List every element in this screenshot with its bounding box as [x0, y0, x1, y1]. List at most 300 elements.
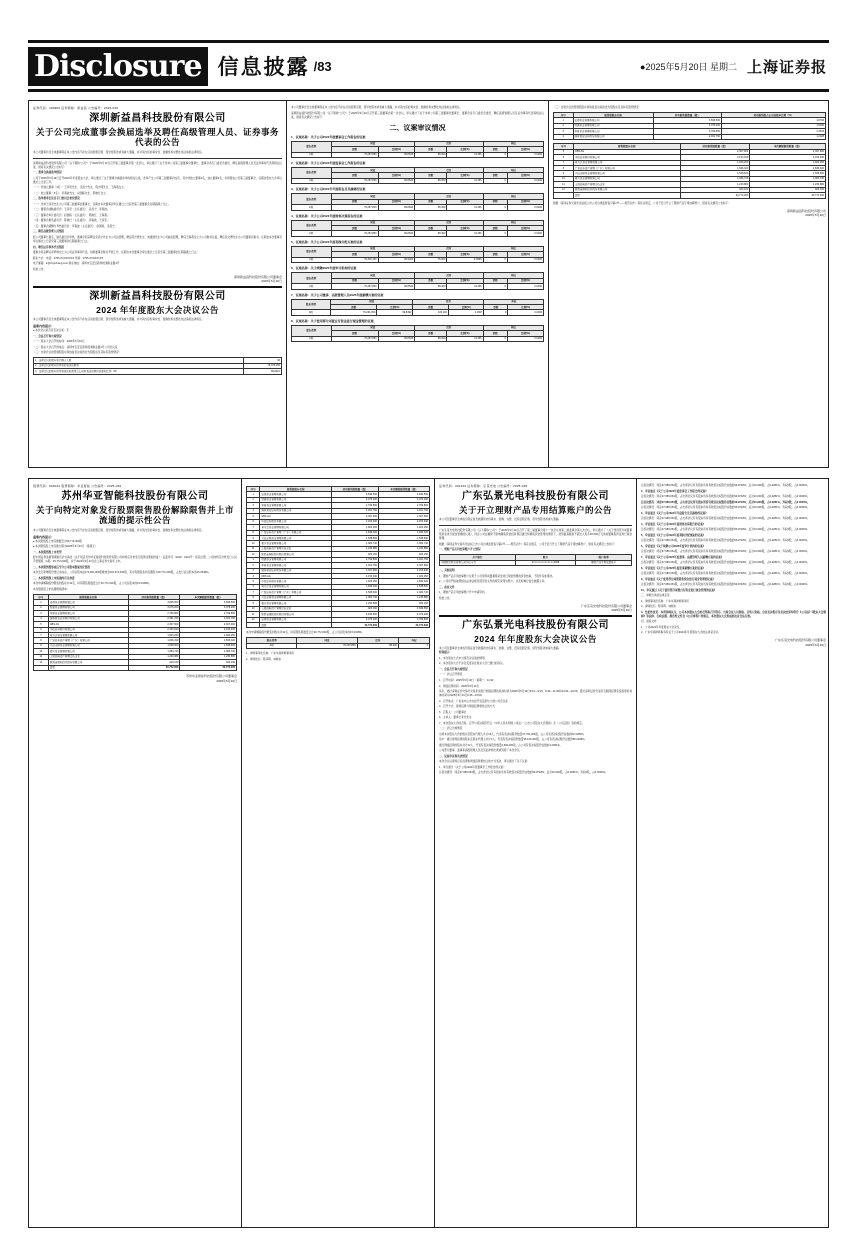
para: 经中国证券监督管理委员会出具的《关于同意苏州华亚智能科技股份有限公司向特定对象发行股票注册的批复》（证监许可〔2023〕1931号）同意注册，公司向特定对象发行人民币普通股（A股）30,772,000股，并于2024年5月23日在上海证券交易所上市。 — [33, 556, 237, 564]
col-header: 限售股股东名称 — [573, 144, 680, 149]
cell: 3,076,200 — [180, 605, 237, 610]
unlock-detail-table — [33, 594, 237, 671]
cell: 1,230,880 — [750, 182, 826, 187]
cell: 76,000 — [415, 257, 447, 262]
cell: 923,160 — [332, 552, 379, 557]
cell: 1,384,740 — [379, 590, 430, 595]
para: 2、审议通过《关于公司2024年度监事会工作报告的议案》 — [641, 489, 708, 493]
cell: 3,076,200 — [332, 497, 379, 502]
col-subheader: 票数 — [483, 173, 507, 178]
cell: 1,538,600 — [379, 535, 430, 540]
col-header: 弃权 — [483, 194, 543, 199]
cell: 923,160 — [128, 660, 180, 665]
col-header: 序号 — [247, 487, 260, 492]
cell: 1,846,320 — [180, 638, 237, 643]
col-subheader: 票数 — [483, 331, 507, 336]
para: 7、审议通过《关于公司2025年度董事、高级管理人员薪酬方案的议案》 — [641, 555, 724, 559]
signature-date: 2025年5月20日 — [261, 279, 282, 284]
vote-caption: 4、议案名称：关于公司2024年度财务决算报告的议案 — [291, 213, 363, 218]
cell: 1,923,250 — [332, 579, 379, 584]
cell: 0.1156 — [447, 205, 483, 210]
col-subheader: 票数 — [415, 278, 447, 283]
cell: 3,846,500 — [379, 606, 430, 611]
cell: 1,846,320 — [379, 579, 430, 584]
cell: 诺德基金管理有限公司 — [48, 600, 128, 605]
cell: A股 — [292, 310, 331, 315]
col-subheader: 票数 — [331, 147, 378, 152]
col-subheader: 比例(%) — [447, 199, 483, 204]
para: 经公司董事长提名，提名委员会审核，董事会同意聘任宋昌宁先生为公司总经理，聘任陈志明先生、刘建国先生为公司副总经理，聘任王海燕女士为公司财务总监，聘任张文博先生为公司董事会秘书，任期自本次董事会审议通过之日起至第三届董事会任期届满之日止。 — [33, 235, 282, 243]
cell: 合计 — [573, 193, 680, 198]
cell: 7 — [34, 632, 49, 637]
cell: 2 — [247, 563, 260, 568]
article-signature — [33, 275, 282, 285]
col-header: 反对 — [415, 141, 483, 146]
signature-company: 广东弘景光电科技股份有限公司董事会 — [580, 603, 632, 608]
para: 2、本次股东大会不涉及变更以往股东大会已通过的决议。 — [439, 662, 506, 666]
cell: 10 — [554, 176, 574, 181]
article5-title: 2024 年年度股东大会决议公告 — [474, 633, 597, 644]
col-header: 股东类型 — [292, 273, 332, 284]
para: （一）选举王泽宏先生为公司第三届董事会董事长，任期自本次董事会审议通过之日起至第三届董事会任期届满之日止。 — [33, 202, 171, 206]
cell: 2,307,900 — [332, 514, 379, 519]
article2-disclaimer: 本公司董事会及全体董事保证本公告内容不存在任何虚假记载、误导性陈述或者重大遗漏，并对其内容的真实性、准确性和完整性依法承担法律责任。 — [33, 318, 205, 322]
cell: 12 — [247, 552, 260, 557]
col-subheader: 比例(%) — [378, 226, 415, 231]
col-subheader: 票数 — [483, 252, 507, 257]
vote-table — [291, 246, 544, 263]
cell: 1.2028 — [721, 134, 825, 139]
cell: 2,153,940 — [750, 155, 826, 160]
cell: 1,923,250 — [379, 525, 430, 530]
cell: 0.1156 — [447, 152, 483, 157]
cell: 10 — [247, 606, 260, 611]
cell: 兴证全球基金管理有限公司 — [260, 535, 332, 540]
article-xinyichang-appointment — [29, 101, 286, 467]
cell: 华夏基金管理有限公司 — [260, 563, 332, 568]
para: ● 本次会议是否有否决议案：无 — [33, 329, 70, 333]
cell: 兴证全球基金管理有限公司 — [260, 595, 332, 600]
para: 8、审议通过《关于公司2025年度监事薪酬方案的议案》 — [641, 566, 706, 570]
cell: 99.8843 — [378, 152, 415, 157]
article-signature — [33, 674, 237, 684]
vote-caption: 1、议案名称：关于公司2024年度董事会工作报告的议案 — [291, 134, 366, 139]
col-subheader: 票数 — [331, 199, 378, 204]
para: 总表决情况：同意37,689,664股，占出席会议所有股东所持有效表决权股份总数的99.9718%；反对10,600股，占0.0281%；弃权0股，占0.0000%。 — [641, 572, 810, 576]
cell: UBS AG — [48, 622, 128, 627]
article-hongjing-account — [435, 479, 636, 1227]
cell: 0.0000 — [507, 336, 543, 341]
column2-section-title: 二、议案审议情况 — [389, 124, 446, 132]
cell: UBS AG — [260, 514, 332, 519]
cell: 兴证全球基金管理有限公司 — [573, 171, 680, 176]
cell: 财通基金管理有限公司 — [573, 123, 653, 128]
para: （一）股东大会召开的时间：2025年5月19日 — [33, 340, 85, 344]
para: 总表决情况：同意37,689,664股，占出席会议所有股东所持有效表决权股份总数的99.9718%；反对10,600股，占0.0281%；弃权0股，占0.0000%。 — [641, 528, 810, 532]
column3-notes — [553, 202, 826, 206]
cell — [554, 193, 574, 198]
col-header: 持有限售股占公司总股本比例（%） — [721, 113, 825, 118]
cell: 上海高毅资产管理合伙企业 — [260, 606, 332, 611]
cell: 3 — [34, 611, 49, 616]
para: 本次发行新增股份登记完成后，公司总股本由173,900,000股增加至204,672,000股，其中有限售条件流通股为30,772,000股，占发行后总股本的15.0348%。 — [33, 571, 212, 575]
cell: 1,230,880 — [379, 546, 430, 551]
para: （一）非独立董事（4名）：王泽宏先生、宋昌宁先生、陈志明先生、王海燕女士。 — [33, 186, 127, 190]
table-row — [292, 152, 544, 157]
cell: 923,160 — [680, 187, 750, 192]
cell: 5 — [247, 579, 260, 584]
col-header: 同意 — [331, 141, 415, 146]
para: 总表决情况：同意37,689,664股，占出席会议所有股东所持有效表决权股份总数的99.9718%；反对10,600股，占0.0281%；弃权0股，占0.0000%。 — [641, 506, 810, 510]
para: 三、律师出具的法律意见 — [641, 594, 670, 598]
col-subheader: 比例(%) — [447, 331, 483, 336]
cell: 2,769,800 — [332, 557, 379, 562]
article-tail — [439, 569, 632, 601]
cell: 0.1507 — [448, 310, 484, 315]
para: 4、召开方式：现场投票与网络投票相结合的方式 — [439, 705, 495, 709]
cell: 3,076,200 — [379, 612, 430, 617]
cell: 1.8793 — [721, 118, 825, 123]
vote-table — [291, 325, 544, 342]
cell — [34, 665, 49, 670]
cell: 1,538,600 — [379, 584, 430, 589]
para: 一、理财产品专用结算账户开立情况 — [439, 548, 481, 552]
cell: 7 — [554, 160, 574, 165]
cell: 1,846,320 — [128, 638, 180, 643]
para: 总表决情况：同意37,689,664股，占出席会议所有股东所持有效表决权股份总数的99.9718%；反对10,600股，占0.0281%；弃权0股，占0.0000%。 — [439, 771, 608, 775]
cell: 0 — [483, 178, 507, 183]
cell: 2,153,940 — [680, 155, 750, 160]
para: 1、公司2024年年度股东大会决议； — [641, 625, 682, 629]
para: 2、律师姓名：陈泽辉、林晓东 — [641, 605, 677, 609]
cell-label: 2、出席会议的股东所持有的表决权数量 — [34, 363, 244, 368]
col-subheader: 比例(%) — [447, 252, 483, 257]
para: 1、理财产品专用结算账户仅用于公司使用闲置募集资金进行现金管理的资金结算，不用作其他用途。 — [439, 574, 555, 578]
cell: 0 — [483, 336, 507, 341]
cell: 易方达基金管理有限公司 — [260, 525, 332, 530]
cell: 0.1156 — [447, 284, 483, 289]
cell: 6 — [554, 155, 574, 160]
col-subheader: 比例(%) — [507, 331, 543, 336]
cell: 3 — [554, 129, 574, 134]
col-header: 反对 — [357, 638, 398, 643]
signature-company: 苏州华亚智能科技股份有限公司董事会 — [185, 674, 237, 679]
cell: 2,307,900 — [379, 563, 430, 568]
col-subheader: 票数 — [483, 226, 507, 231]
cell: 99.8843 — [378, 205, 415, 210]
para: 3、结论性意见：本所律师认为，公司本次股东大会的召集和召开程序、出席会议人员资格、召集人资格、会议表决程序及表决结果均符合《公司法》《股东大会规则》等法律、行政法规、规范性文件及《公司章程》的规定，本次股东大会形成的决议合法有效。 — [641, 610, 826, 618]
col-header: 股东类型 — [292, 299, 331, 310]
col-header: 本次解除限售数量（股） — [180, 594, 237, 599]
cell: 1,846,320 — [680, 165, 750, 170]
cell: A股 — [292, 178, 332, 183]
para: 电子邮箱：ir@xinyichang.com 联系地址：深圳市宝安区新桥街道新业路1号 — [33, 262, 120, 266]
bullet-icon: ● — [640, 61, 646, 72]
col-header: 反对 — [415, 194, 483, 199]
col-header: 本次解除限售数量（股） — [379, 487, 430, 492]
cell: 2,307,900 — [332, 568, 379, 573]
col-header: 股东类型 — [292, 220, 332, 231]
detail-table-b — [553, 143, 826, 198]
col-subheader: 票数 — [415, 173, 447, 178]
table-row — [247, 643, 430, 648]
vote-column-notes — [246, 631, 430, 635]
cell: 合计 — [48, 665, 128, 670]
col-header: 弃权 — [483, 141, 543, 146]
cell: 嘉实基金管理有限公司 — [573, 176, 680, 181]
article2-important-label: 重要内容提示： — [33, 324, 55, 329]
cell: A股 — [292, 336, 332, 341]
cell: 923,160 — [379, 601, 430, 606]
col-header: 账户类型 — [576, 555, 632, 560]
col-subheader: 比例(%) — [507, 199, 543, 204]
col-header: 股东类型 — [292, 194, 332, 205]
col-header: 弃权 — [398, 638, 429, 643]
content-sheet — [28, 100, 829, 1228]
cell: 3,846,500 — [653, 118, 721, 123]
vote-caption: 3、议案名称：关于公司2024年年度报告及其摘要的议案 — [291, 187, 366, 192]
cell: 12 — [247, 617, 260, 622]
table-row — [554, 134, 826, 139]
cell: 11 — [554, 182, 574, 187]
para: （四）董事会提名委员会：陈晓红（主任委员）、李春波、王泽宏。 — [33, 219, 110, 223]
col-subheader: 票数 — [415, 226, 447, 231]
cell: 923,160 — [180, 660, 237, 665]
col-subheader: 比例(%) — [447, 173, 483, 178]
col-header: 同意 — [331, 194, 415, 199]
cell: 9 — [247, 535, 260, 540]
para: 一、董事会换届选举情况 — [33, 171, 62, 175]
detail-table-a — [553, 112, 826, 140]
cell: 嘉实基金管理有限公司 — [260, 541, 332, 546]
article2-company-name: 深圳新益昌科技股份有限公司 — [89, 291, 226, 303]
col-subheader: 比例(%) — [508, 304, 544, 309]
cell: 9 — [554, 171, 574, 176]
cell: 2,769,800 — [180, 611, 237, 616]
para: 总表决情况：同意37,689,664股，占出席会议所有股东所持有效表决权股份总数的99.9718%；反对10,600股，占0.0281%；弃权0股，占0.0000%。 — [641, 500, 810, 504]
column3-signature — [553, 209, 826, 219]
para: 本次限售股上市流通明细清单： — [33, 587, 70, 591]
col-header: 开户银行 — [440, 555, 516, 560]
col-subheader: 比例(%) — [378, 199, 415, 204]
cell: 11 — [34, 654, 49, 659]
cell: 陕西省国际信托股份有限公司 — [573, 187, 680, 192]
cell: 1,384,740 — [750, 176, 826, 181]
article-hongjing-agm-continued — [637, 479, 830, 1227]
cell: 3,846,500 — [332, 492, 379, 497]
col-subheader: 比例(%) — [507, 278, 543, 283]
col-subheader: 比例(%) — [378, 331, 415, 336]
cell: 1,538,600 — [332, 535, 379, 540]
para: （一）会议召开情况 — [439, 673, 463, 677]
para: 6、审议通过《关于续聘公司2025年度审计机构的议案》 — [641, 544, 706, 548]
cell: 0.0995 — [447, 257, 483, 262]
article-meta: 证券代码：400900 证券简称：新益昌 公告编号：2025-036 — [33, 106, 119, 110]
cell: 115,100 — [413, 310, 448, 315]
cell: 1,923,250 — [680, 160, 750, 165]
cell: 12 — [554, 187, 574, 192]
vote-table — [291, 299, 544, 316]
cell: 923,160 — [379, 552, 430, 557]
article-company-name: 深圳新益昌科技股份有限公司 — [89, 113, 226, 124]
cell: 1.5030 — [721, 123, 825, 128]
col-header: 股东类型 — [292, 141, 332, 152]
cell: A股 — [292, 284, 332, 289]
cell: 1,538,600 — [128, 643, 180, 648]
cell: 1,230,880 — [680, 182, 750, 187]
col-header: 同意 — [331, 167, 415, 172]
col-header: 持有限售股数量（股） — [680, 144, 750, 149]
masthead-right — [640, 56, 829, 77]
cell: 12 — [34, 660, 49, 665]
cell: 2,153,940 — [332, 519, 379, 524]
cell: 华夏基金管理有限公司 — [48, 611, 128, 616]
cell: 2 — [247, 497, 260, 502]
cell: 国泰君安证券股份有限公司 — [260, 568, 332, 573]
cell: 2 — [34, 605, 49, 610]
cell: 0 — [483, 152, 507, 157]
cell: 1 — [554, 118, 574, 123]
cell: 6××××××××××××××3368 — [515, 560, 576, 565]
vote-table-column — [242, 479, 434, 1227]
article5-company-name: 广东弘景光电科技股份有限公司 — [462, 620, 609, 632]
table-row — [554, 193, 826, 198]
para: 2、律师姓名：陈泽辉、林晓东 — [246, 657, 282, 661]
cell: 0 — [484, 310, 508, 315]
tips-label: 重要内容提示： — [33, 534, 55, 539]
cell: 1,846,320 — [379, 530, 430, 535]
table-row — [292, 205, 544, 210]
cell: 2,461,760 — [653, 134, 721, 139]
cell: 30,772,000 — [332, 622, 379, 627]
vote-caption: 6、议案名称：关于续聘2025年度审计机构的议案 — [291, 266, 357, 271]
article5-signature — [641, 638, 826, 648]
cell: 3,846,500 — [332, 612, 379, 617]
col-header: 弃权 — [483, 167, 543, 172]
col-subheader: 比例(%) — [507, 226, 543, 231]
cell: 99.8843 — [378, 284, 415, 289]
cell: 2,307,900 — [128, 622, 180, 627]
cell: 0.1156 — [447, 336, 483, 341]
cell: 诺德基金管理有限公司 — [260, 617, 332, 622]
col-subheader: 比例(%) — [447, 226, 483, 231]
masthead-paper-name: 上海证券报 — [746, 57, 827, 76]
col-header: 弃权 — [483, 273, 543, 278]
cell: 上海高毅资产管理合伙企业 — [260, 546, 332, 551]
cell: 1,384,740 — [680, 176, 750, 181]
col-header: 账号 — [515, 555, 576, 560]
cell: 9 — [247, 601, 260, 606]
cell: 11 — [247, 546, 260, 551]
col-subheader: 票数 — [483, 278, 507, 283]
para: 二、其他说明 — [439, 569, 455, 573]
cell: 0.0000 — [507, 178, 543, 183]
col-header: 股东类型 — [292, 325, 332, 336]
cell: 30,772,000 — [750, 193, 826, 198]
col-header: 弃权 — [484, 299, 544, 304]
article-company-name: 广东弘景光电科技股份有限公司 — [462, 491, 609, 502]
cell: 8 — [554, 165, 574, 170]
cell: 1,538,600 — [750, 171, 826, 176]
cell: 3,076,200 — [653, 123, 721, 128]
col-subheader: 比例(%) — [377, 304, 413, 309]
signature-company: 深圳新益昌科技股份有限公司 — [786, 208, 826, 213]
cell: 财通基金管理有限公司 — [260, 497, 332, 502]
col-header: 同意 — [330, 299, 412, 304]
article-column-2 — [287, 101, 548, 467]
cell: A股 — [247, 643, 297, 648]
cell: 10 — [34, 649, 49, 654]
para: 四、聘任证券事务代表情况 — [33, 245, 65, 249]
cell: 1,384,740 — [332, 541, 379, 546]
para: 一、会议召开和出席情况 — [33, 334, 62, 338]
col-subheader: 票数 — [331, 226, 378, 231]
para: 公司部分董事、监事和高级管理人员及见证律师出席或列席了本次会议。 — [439, 749, 522, 753]
cell: 9 — [34, 643, 49, 648]
cell: 2,307,900 — [680, 149, 750, 154]
cell: 10 — [247, 541, 260, 546]
cell: 76,287,850 — [331, 284, 378, 289]
col-header: 反对 — [415, 325, 483, 330]
col-subheader: 比例(%) — [447, 278, 483, 283]
col-header: 股东类型 — [247, 638, 297, 643]
cell: 1,384,740 — [332, 595, 379, 600]
col-header: 持有限售股数量（股） — [128, 594, 180, 599]
column2-lead — [291, 106, 544, 120]
cell — [247, 622, 260, 627]
cell: 5 — [34, 622, 49, 627]
col-header: 同意 — [331, 325, 415, 330]
cell: 3,846,500 — [379, 492, 430, 497]
para: 1、理财产品专用结算账户开户申请资料。 — [439, 591, 488, 595]
article-company-name: 苏州华亚智能科技股份有限公司 — [61, 491, 209, 502]
cell: 76,287,850 — [331, 205, 378, 210]
col-header: 弃权 — [483, 246, 543, 251]
cell: 6 — [34, 627, 49, 632]
cell: 嘉实基金管理有限公司 — [48, 649, 128, 654]
table-row — [292, 257, 544, 262]
cell: UBS AG — [260, 574, 332, 579]
col-header: 序号 — [554, 113, 574, 118]
cell: 5 — [554, 149, 574, 154]
cell: 1,923,250 — [128, 632, 180, 637]
cell: 2 — [554, 123, 574, 128]
cell: 中信证券股份有限公司 — [573, 155, 680, 160]
para: 4、审议通过《关于公司2024年度财务决算报告的议案》 — [641, 522, 706, 526]
cell: 1 — [247, 557, 260, 562]
col-header: 反对 — [415, 167, 483, 172]
masthead — [28, 40, 829, 92]
cell: 76,287,850 — [331, 231, 378, 236]
para: 9、审议通过《关于使用部分闲置募集资金进行现金管理的议案》 — [641, 577, 716, 581]
para: 公司于2025年5月19日召开2024年年度股东大会，审议通过了关于董事会换届选举的相关议案，选举产生公司第三届董事会成员，其中非独立董事4名，独立董事3名，共同组成公司第三届董事会，任期自股东大会审议通过之日起三年。 — [33, 176, 282, 184]
cell: 2,153,940 — [128, 627, 180, 632]
col-header: 反对 — [415, 273, 483, 278]
cell: 1,538,600 — [180, 643, 237, 648]
para: 总表决情况：同意37,689,664股，占出席会议所有股东所持有效表决权股份总数的99.9718%；反对10,600股，占0.0281%；弃权0股，占0.0000%。 — [641, 583, 810, 587]
col-subheader: 票数 — [415, 252, 447, 257]
cell: 88,300 — [357, 643, 398, 648]
para: 根据《深圳证券交易所创业板上市公司自律监管指引第2号——规范运作》等有关规定，公司于近日开立了理财产品专用结算账户，现将有关情况公告如下： — [553, 201, 731, 205]
article-column-3 — [549, 101, 830, 467]
cell-value: 76,376,150 — [244, 363, 282, 368]
article-title: 关于公司完成董事会换届选举及聘任高级管理人员、证券事务代表的公告 — [35, 126, 279, 148]
col-subheader: 比例(%) — [507, 173, 543, 178]
cell: 2,769,800 — [379, 617, 430, 622]
article-body — [439, 529, 632, 552]
para: 本次会议以现场记名投票和网络投票相结合的方式表决，审议通过了以下议案： — [439, 760, 530, 764]
cell: 财通基金管理有限公司 — [48, 605, 128, 610]
